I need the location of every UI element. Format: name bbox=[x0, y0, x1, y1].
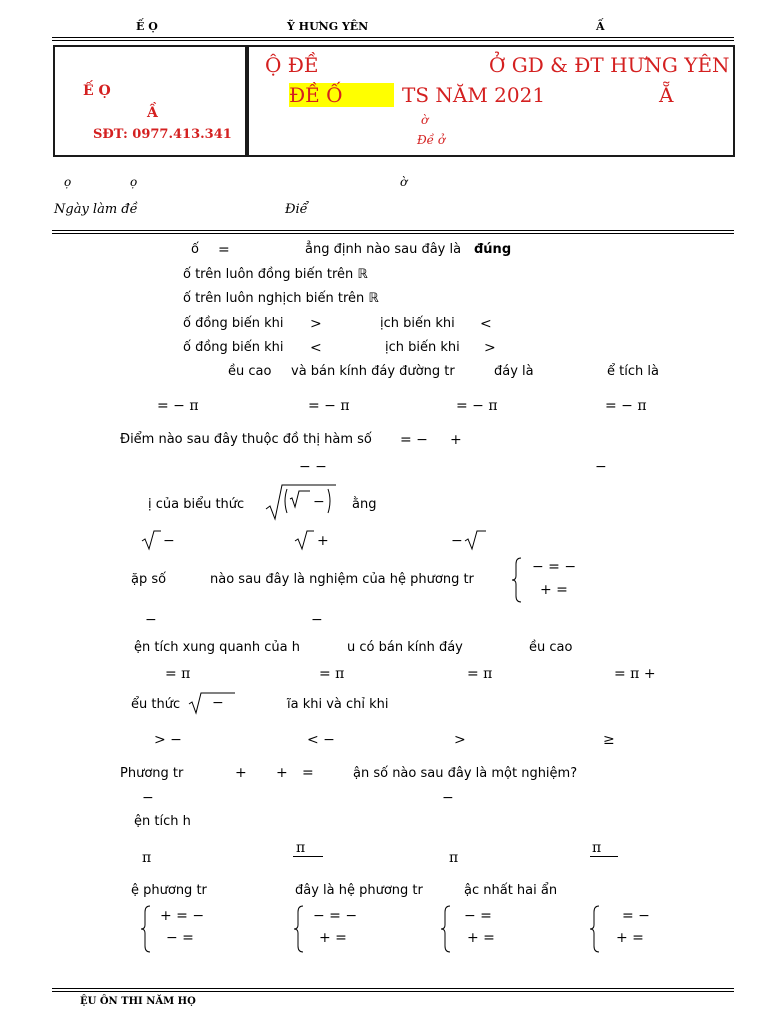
q9-option-a: π bbox=[142, 850, 152, 866]
q3-stem-eq: = − bbox=[400, 432, 428, 448]
q10-stem-b: đây là hệ phương tr bbox=[295, 883, 423, 898]
exam-subtitle-a: ĐỀ Ố bbox=[289, 83, 394, 107]
q10-option-d-brace-icon bbox=[589, 904, 603, 954]
q7-stem-a: ểu thức bbox=[131, 697, 181, 712]
q10-option-b-line2: + = bbox=[319, 930, 347, 946]
q1-stem-a: ố bbox=[191, 242, 199, 257]
footer-rule-1 bbox=[52, 988, 734, 989]
q9-option-c: π bbox=[449, 850, 459, 866]
school-name-line1: Ế Ọ bbox=[83, 83, 111, 99]
q4-option-b: + bbox=[317, 533, 329, 549]
exam-title-b: Ở GD & ĐT HƯNG YÊN bbox=[489, 53, 730, 77]
header-center-text: Ỹ HƯNG YÊN bbox=[287, 20, 369, 33]
q2-option-a: = − π bbox=[157, 398, 199, 414]
exam-note-1: ờ bbox=[421, 113, 429, 127]
q1-option-d-sym-a: < bbox=[310, 340, 322, 356]
q9-option-d: π bbox=[592, 840, 602, 856]
q7-option-c: > bbox=[454, 732, 466, 748]
q5-option-b: − bbox=[311, 612, 323, 628]
q10-option-d-line1: = − bbox=[622, 908, 650, 924]
exam-subtitle-b: TS NĂM 2021 bbox=[402, 83, 546, 107]
q10-option-c-line2: + = bbox=[467, 930, 495, 946]
q6-stem-b: u có bán kính đáy bbox=[347, 640, 463, 655]
footer-rule-2 bbox=[52, 991, 734, 992]
q8-stem-a: Phương tr bbox=[120, 766, 184, 781]
q10-option-d-line2: + = bbox=[616, 930, 644, 946]
header-right-text: Ấ bbox=[596, 20, 605, 33]
q4-option-c: − bbox=[451, 533, 463, 549]
q8-stem-b: ận số nào sau đây là một nghiệm? bbox=[353, 766, 578, 781]
q2-stem-b: và bán kính đáy đường tr bbox=[291, 364, 455, 379]
q5-stem-b: nào sau đây là nghiệm của hệ phương tr bbox=[210, 572, 474, 587]
info-rule-1 bbox=[52, 230, 734, 231]
header-left-text: Ế Ọ bbox=[136, 20, 158, 33]
q6-stem-a: ện tích xung quanh của h bbox=[134, 640, 300, 655]
q1-stem-eq: = bbox=[218, 242, 230, 258]
q1-option-d-a: ố đồng biến khi bbox=[183, 340, 284, 355]
q3-option-d: − bbox=[595, 459, 607, 475]
exam-subtitle-c: Ẵ bbox=[659, 83, 674, 107]
q6-option-b: = π bbox=[319, 666, 345, 682]
q1-option-c-sym-b: < bbox=[480, 316, 492, 332]
q6-option-d: = π + bbox=[614, 666, 656, 682]
q5-system-brace-icon bbox=[511, 556, 525, 604]
exam-title-box bbox=[247, 45, 735, 157]
q8-option-c: − bbox=[442, 790, 454, 806]
q9-option-b-fraction-bar bbox=[293, 856, 323, 857]
q3-stem: Điểm nào sau đây thuộc đồ thị hàm số bbox=[120, 432, 372, 447]
q10-option-c-line1: − = bbox=[464, 908, 492, 924]
q10-option-a-brace-icon bbox=[140, 904, 154, 954]
q1-option-c-b: ịch biến khi bbox=[380, 316, 455, 331]
school-box bbox=[53, 45, 247, 157]
q6-stem-c: ều cao bbox=[529, 640, 573, 655]
school-name-line2: Ầ bbox=[147, 105, 158, 121]
phone-number: SĐT: 0977.413.341 bbox=[93, 127, 232, 142]
q9-option-b: π bbox=[296, 840, 306, 856]
info-name-label: ọ bbox=[64, 175, 72, 189]
q2-option-d: = − π bbox=[605, 398, 647, 414]
q2-stem-a: ều cao bbox=[228, 364, 272, 379]
q1-option-d-b: ịch biến khi bbox=[385, 340, 460, 355]
q2-option-c: = − π bbox=[456, 398, 498, 414]
q4-stem-a: ị của biểu thức bbox=[148, 497, 245, 512]
q2-stem-d: ể tích là bbox=[607, 364, 659, 379]
q1-option-c-a: ố đồng biến khi bbox=[183, 316, 284, 331]
q8-option-a: − bbox=[142, 790, 154, 806]
q4-option-a-radical-icon bbox=[141, 529, 161, 551]
info-score-label: Điể bbox=[285, 202, 308, 217]
q10-option-b-line1: − = − bbox=[313, 908, 358, 924]
q1-option-d-sym-b: > bbox=[484, 340, 496, 356]
q7-option-d: ≥ bbox=[603, 732, 615, 748]
q1-option-b: ố trên luôn nghịch biến trên ℝ bbox=[183, 291, 379, 306]
exam-title-a: Ộ ĐỀ bbox=[265, 53, 319, 77]
q7-stem-minus: − bbox=[212, 695, 224, 711]
info-date-label: Ngày làm đề bbox=[54, 202, 138, 217]
q9-option-d-fraction-bar bbox=[590, 856, 618, 857]
q8-stem-plus-2: + bbox=[276, 765, 288, 781]
q6-option-c: = π bbox=[467, 666, 493, 682]
q1-option-a: ố trên luôn đồng biến trên ℝ bbox=[183, 267, 368, 282]
info-time-label: ờ bbox=[400, 175, 408, 189]
footer-text: ỆU ÔN THI NĂM HỌ bbox=[80, 996, 196, 1007]
q10-option-a-line1: + = − bbox=[160, 908, 205, 924]
q8-stem-plus-1: + bbox=[235, 765, 247, 781]
q3-stem-plus: + bbox=[450, 432, 462, 448]
q5-option-a: − bbox=[145, 612, 157, 628]
info-class-label: ọ bbox=[130, 175, 138, 189]
q10-option-a-line2: − = bbox=[166, 930, 194, 946]
q5-stem-a: ặp số bbox=[131, 572, 167, 587]
q10-stem-c: ậc nhất hai ẩn bbox=[464, 883, 558, 898]
q8-stem-eq: = bbox=[302, 765, 314, 781]
q9-stem: ện tích h bbox=[134, 814, 191, 829]
q6-option-a: = π bbox=[165, 666, 191, 682]
q1-stem-b: ẳng định nào sau đây là bbox=[305, 242, 462, 257]
q4-option-c-radical-icon bbox=[464, 529, 486, 551]
q10-option-b-brace-icon bbox=[293, 904, 307, 954]
q4-option-b-radical-icon bbox=[294, 529, 314, 551]
q7-stem-b: ĩa khi và chỉ khi bbox=[287, 697, 389, 712]
q2-stem-c: đáy là bbox=[494, 364, 534, 379]
header-rule-top bbox=[52, 37, 734, 38]
q4-radical-icon bbox=[264, 483, 338, 521]
q4-option-a: − bbox=[163, 533, 175, 549]
q4-stem-b: ằng bbox=[352, 497, 377, 512]
q4-stem-minus: − bbox=[313, 494, 325, 510]
q5-system-line2: + = bbox=[540, 582, 568, 598]
q3-option-b: − − bbox=[299, 459, 327, 475]
info-rule-2 bbox=[52, 233, 734, 234]
q7-option-b: < − bbox=[307, 732, 335, 748]
q2-option-b: = − π bbox=[308, 398, 350, 414]
q7-option-a: > − bbox=[154, 732, 182, 748]
q10-option-c-brace-icon bbox=[440, 904, 454, 954]
q10-stem-a: ệ phương tr bbox=[131, 883, 207, 898]
exam-note-2: Đề ở bbox=[417, 133, 446, 147]
q1-stem-bold: đúng bbox=[474, 242, 512, 257]
q5-system-line1: − = − bbox=[532, 559, 577, 575]
header-rule-top-2 bbox=[52, 40, 734, 41]
q1-option-c-sym-a: > bbox=[310, 316, 322, 332]
